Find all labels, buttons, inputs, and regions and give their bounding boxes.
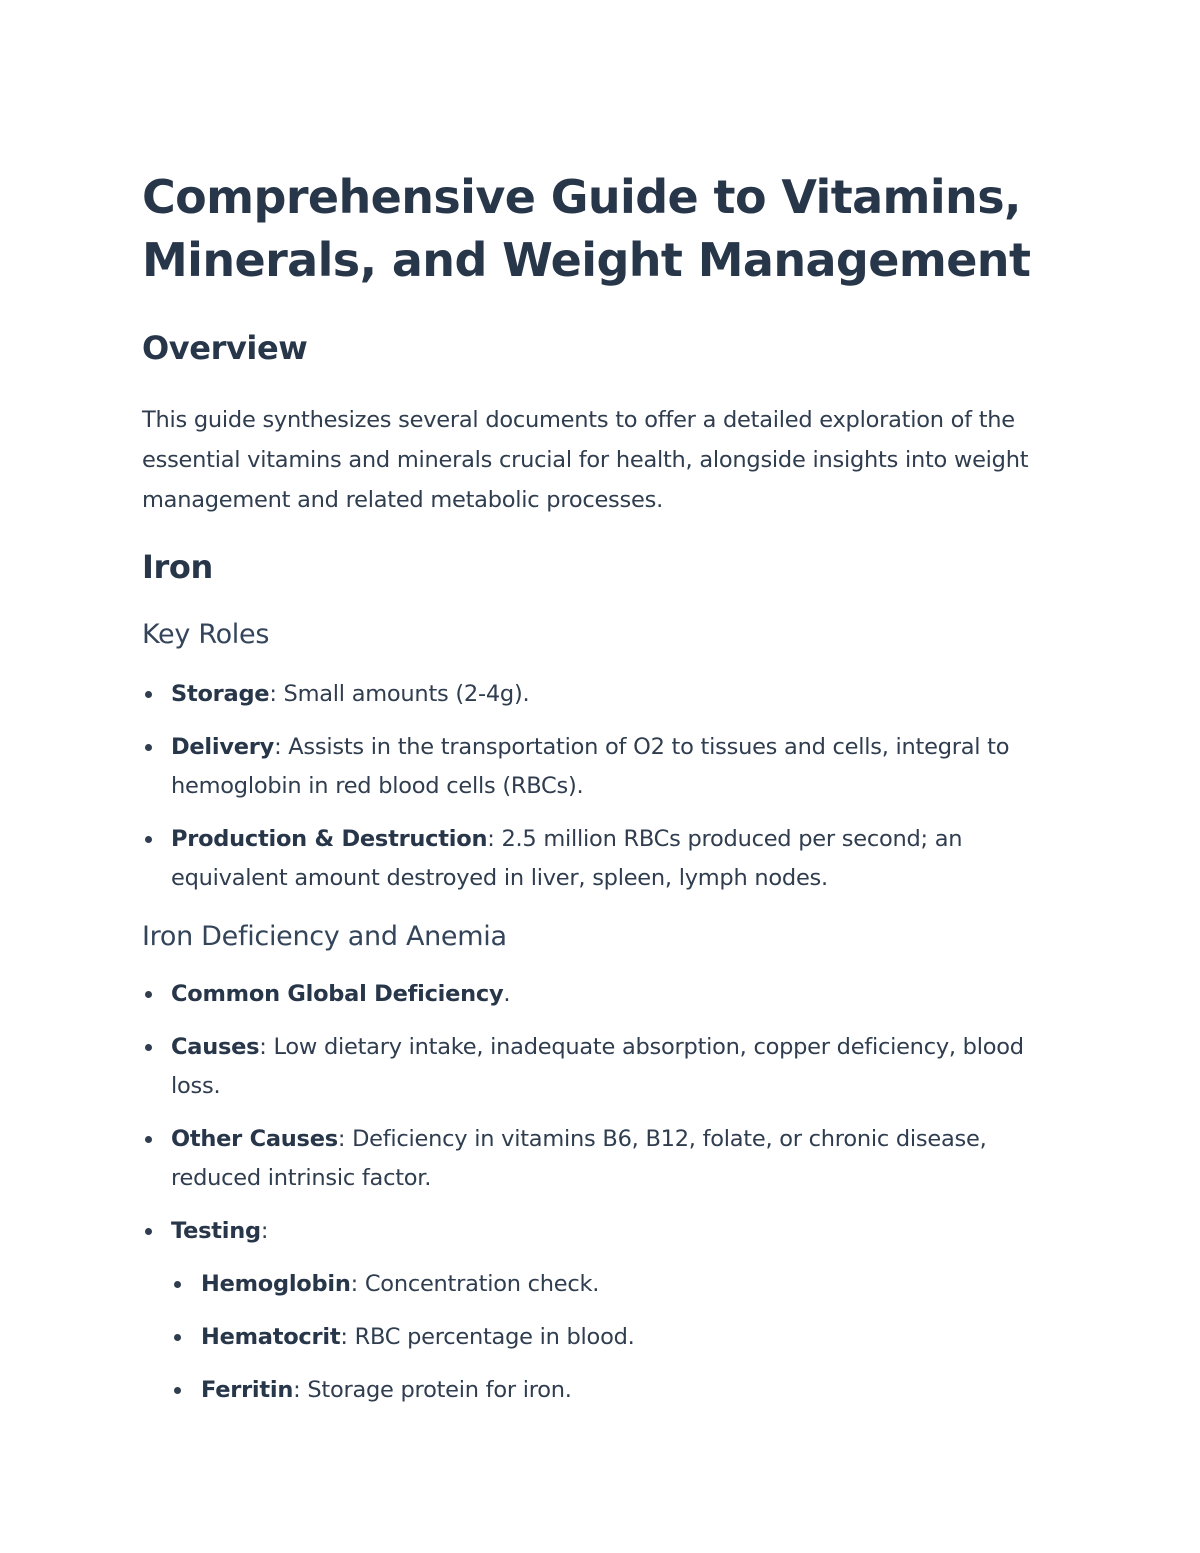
list-item (142, 728, 1072, 806)
document-page (142, 166, 1072, 1410)
deficiency-list (142, 975, 1072, 1410)
key-roles-list (142, 675, 1072, 898)
item-text: : Small amounts (2-4g). (269, 681, 530, 707)
list-item (171, 1371, 1072, 1410)
item-text: : RBC percentage in blood. (340, 1324, 635, 1350)
item-term: Common Global Deficiency (171, 981, 504, 1007)
overview-heading: Overview (142, 329, 308, 367)
item-term: Testing (171, 1218, 261, 1244)
item-term: Causes (171, 1034, 260, 1060)
item-term: Ferritin (201, 1377, 294, 1403)
item-text: : Low dietary intake, inadequate absorption, copper deficiency, blood loss. (171, 1034, 1024, 1099)
item-text: : (260, 1218, 269, 1244)
item-text: : 2.5 million RBCs produced per second; an equivalent amount destroyed in liver, spleen, lymph nodes. (171, 826, 963, 891)
list-item (142, 1120, 1072, 1198)
item-term: Production & Destruction (171, 826, 488, 852)
key-roles-heading: Key Roles (142, 619, 270, 650)
item-term: Hematocrit (201, 1324, 341, 1350)
list-item (142, 1212, 1072, 1410)
list-item (171, 1265, 1072, 1304)
overview-text: This guide synthesizes several documents to offer a detailed exploration of the essential vitamins and minerals crucial for health, alongside insights into weight management and related metabolic processes. (142, 407, 1029, 513)
testing-sublist (171, 1265, 1072, 1410)
document-title: Comprehensive Guide to Vitamins, Minerals, and Weight Management (142, 170, 1031, 287)
item-term: Hemoglobin (201, 1271, 351, 1297)
item-text: : Assists in the transportation of O2 to tissues and cells, integral to hemoglobin in red blood cells (RBCs). (171, 734, 1010, 799)
list-item (142, 975, 1072, 1014)
list-item (142, 1028, 1072, 1106)
iron-heading: Iron (142, 548, 213, 586)
item-term: Delivery (171, 734, 275, 760)
deficiency-heading: Iron Deficiency and Anemia (142, 921, 507, 952)
item-term: Storage (171, 681, 270, 707)
item-text: : Deficiency in vitamins B6, B12, folate, or chronic disease, reduced intrinsic factor. (171, 1126, 987, 1191)
item-text: : Concentration check. (350, 1271, 600, 1297)
item-text: : Storage protein for iron. (293, 1377, 572, 1403)
list-item (142, 675, 1072, 714)
item-term: Other Causes (171, 1126, 338, 1152)
list-item (171, 1318, 1072, 1357)
list-item (142, 820, 1072, 898)
item-text: . (503, 981, 511, 1007)
